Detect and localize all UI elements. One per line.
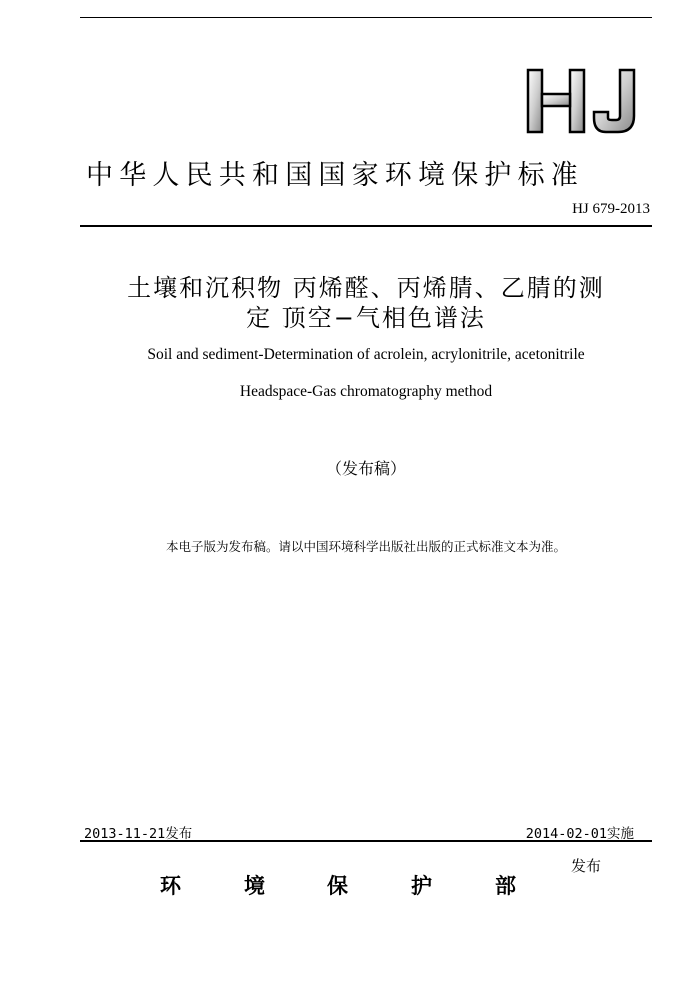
top-rule bbox=[80, 17, 652, 18]
standard-number: HJ 679-2013 bbox=[572, 201, 650, 217]
footer-rule bbox=[80, 840, 652, 842]
issuer-char: 境 bbox=[244, 873, 265, 898]
publish-label: 发布 bbox=[571, 857, 602, 875]
title-en-line1: Soil and sediment-Determination of acrolein, acrylonitrile, acetonitrile bbox=[147, 346, 585, 363]
issuer-char: 保 bbox=[327, 873, 348, 898]
title-en-line2: Headspace-Gas chromatography method bbox=[239, 383, 493, 400]
effective-date: 2014-02-01实施 bbox=[525, 826, 634, 842]
title-zh-line1: 土壤和沉积物 丙烯醛、丙烯腈、乙腈的测 bbox=[127, 274, 605, 302]
issuer-char: 护 bbox=[411, 873, 432, 898]
hj-logo bbox=[522, 64, 648, 136]
title-zh-line2: 定 顶空−气相色谱法 bbox=[246, 304, 486, 332]
header-rule bbox=[80, 225, 652, 227]
draft-status: （发布稿） bbox=[325, 459, 406, 478]
national-standard-title: 中华人民共和国国家环境保护标准 bbox=[86, 160, 584, 191]
issuer-char: 部 bbox=[495, 873, 516, 898]
issuer-char: 环 bbox=[160, 873, 181, 898]
issue-date: 2013-11-21发布 bbox=[84, 826, 193, 842]
electronic-version-notice: 本电子版为发布稿。请以中国环境科学出版社出版的正式标准文本为准。 bbox=[165, 539, 566, 554]
